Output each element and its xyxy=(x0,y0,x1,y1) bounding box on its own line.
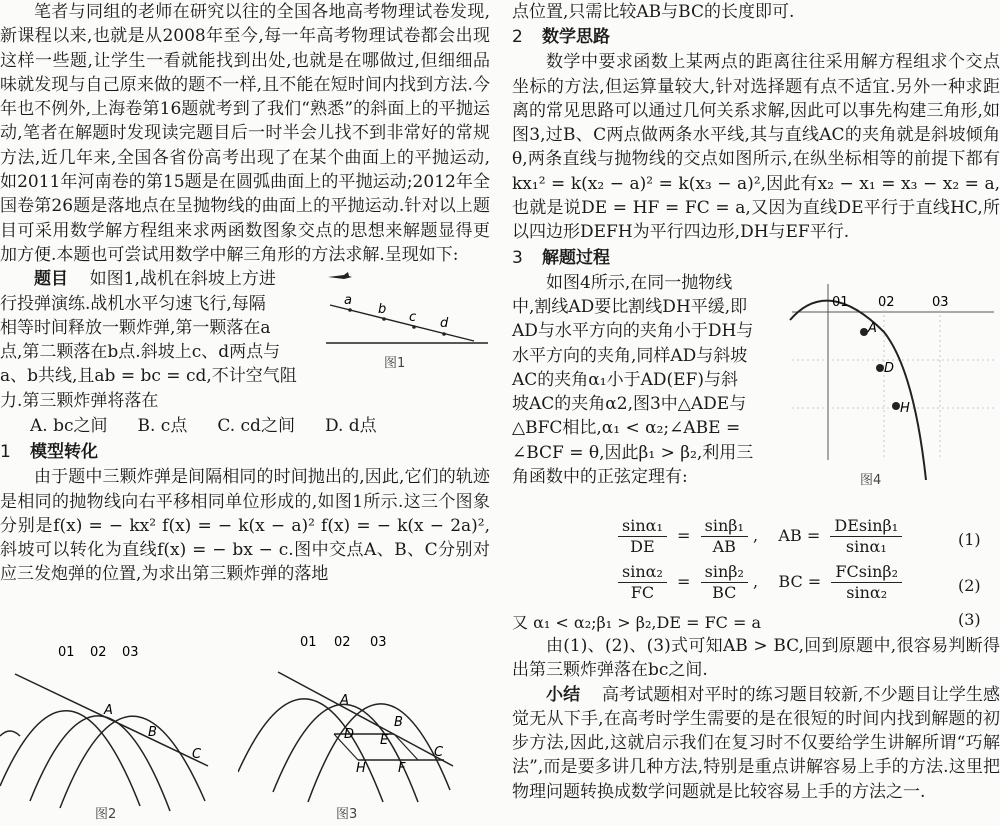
summary-title: 小结 xyxy=(546,684,581,705)
equation-2: $\frac{\text{sinα₂}}{FC}$ = $\frac{\text{sinβ₂}}{BC}$ , BC = $\frac{\text{FCsinβ₂}}{\text{sinα₂}}$ xyxy=(618,562,902,603)
left-column xyxy=(0,0,490,587)
section-3-heading: 3 解题过程 xyxy=(512,247,610,268)
figure-4-caption: 图4 xyxy=(860,473,882,488)
equation-3: 又 α₁ < α₂;β₁ > β₂,DE = FC = a xyxy=(512,613,762,632)
fig2-label-C: C xyxy=(192,747,202,762)
fig3-label-H: H xyxy=(356,761,366,776)
label-d: d xyxy=(440,316,449,332)
answer-choices xyxy=(0,413,490,439)
fig3-label-C: C xyxy=(434,745,444,760)
choice-c: C. cd之间 xyxy=(217,416,295,437)
right-column-bottom xyxy=(512,634,1000,804)
equation-3-tag: (3) xyxy=(958,610,981,629)
continuation-text: 点位置,只需比较AB与BC的长度即可. xyxy=(512,2,795,22)
fig2-label-B: B xyxy=(148,725,157,740)
equation-1: $\frac{\text{sinα₁}}{DE}$ = $\frac{\text{sinβ₁}}{AB}$ , AB = $\frac{\text{DEsinβ₁}}{\text{sinα₁}}$ xyxy=(618,516,902,557)
fig2-label-03: 03 xyxy=(122,645,139,660)
figure-3 xyxy=(238,632,468,826)
section-2-heading: 2 数学思路 xyxy=(512,27,610,48)
figure-3-caption: 图3 xyxy=(336,807,358,822)
fig4-label-A: A xyxy=(868,321,877,336)
fig4-label-D: D xyxy=(884,361,895,376)
fig4-label-01: 01 xyxy=(832,295,849,310)
section-1-heading: 1 模型转化 xyxy=(0,442,98,463)
problem-line-5: a、b共线,且ab = bc = cd,不计空气阻 xyxy=(0,366,297,387)
equation-1-tag: (1) xyxy=(958,530,981,549)
summary-paragraph xyxy=(512,683,1000,804)
problem-line-4: 点,第二颗落在b点.斜坡上c、d两点与 xyxy=(0,342,281,363)
problem-block xyxy=(0,267,490,413)
summary-text: 高考试题相对平时的练习题目较新,不少题目让学生感觉无从下手,在高考时学生需要的是在很短的时间内找到解题的初步方法,因此,这就启示我们在复习时不仅要给学生讲解所谓“巧解法”,而是要多讲几种方法,特别是重点讲解容易上手的方法.这里把物理问题转换成数学问题就是比较容易上手的方法之一. xyxy=(512,684,1000,802)
fig3-label-F: F xyxy=(398,761,406,776)
figure-1 xyxy=(322,271,490,381)
fig3-label-01: 01 xyxy=(300,635,317,650)
figure-2 xyxy=(0,636,225,826)
choice-b: B. c点 xyxy=(137,416,188,437)
problem-line-6: 力.第三颗炸弹将落在 xyxy=(0,390,159,411)
figure-1-caption: 图1 xyxy=(384,356,406,372)
fig3-label-D: D xyxy=(344,727,355,742)
figure-2-caption: 图2 xyxy=(95,807,117,822)
label-c: c xyxy=(409,310,417,326)
fig4-label-02: 02 xyxy=(878,295,895,310)
intro-paragraph: 笔者与同组的老师在研究以往的全国各地高考物理试卷发现,新课程以来,也就是从2008年至今,每一年高考物理试卷都会出现这样一些题,让学生一看就能找到出处,也就是在哪做过,但细细品味就发现与自己原来做的题不一样,且不能在短时间内找到方法.今年也不例外,上海卷第16题就考到了我们“熟悉”的斜面上的平抛运动,笔者在解题时发现读完题目后一时半会儿找不到非常好的常规方法,近几年来,全国各省份高考出现了在某个曲面上的平抛运动,如2011年河南卷的第15题是在圆弧曲面上的平抛运动;2012年全国卷第26题是落地点在呈抛物线的曲面上的平抛运动.针对以上题目可采用数学解方程组来求两函数图象交点的思想来解题显得更加方便.本题也可尝试用数学中解三角形的方法求解.呈现如下: xyxy=(0,2,490,265)
fig2-label-01: 01 xyxy=(58,645,75,660)
fig3-label-03: 03 xyxy=(370,635,387,650)
fig3-label-02: 02 xyxy=(334,635,351,650)
problem-line-2: 行投弹演练.战机水平匀速飞行,每隔 xyxy=(0,293,266,314)
figure-4 xyxy=(784,280,1000,490)
fig4-label-H: H xyxy=(900,401,910,416)
fig3-label-E: E xyxy=(380,733,389,748)
fig3-label-B: B xyxy=(394,715,403,730)
label-a: a xyxy=(344,293,352,309)
section-3-text: 如图4所示,在同一抛物线 中,割线AD要比割线DH平缓,即 AD与水平方向的夹角小于DH与 水平方向的夹角,同样AD与斜坡 AC的夹角α₁小于AD(EF)与斜 坡AC的夹角α2,图3中△ADE与 △BFC相比,α₁ < α₂;∠ABE = ∠BCF = θ,因此β₁ > β₂,利用三 角函数中的正弦定理有: xyxy=(512,272,754,488)
fig2-label-A: A xyxy=(104,703,113,718)
fighter-jet-icon xyxy=(328,272,352,279)
equation-2-tag: (2) xyxy=(958,576,981,595)
fig4-label-03: 03 xyxy=(932,295,949,310)
choice-a: A. bc之间 xyxy=(30,416,108,437)
problem-line-3: 相等时间释放一颗炸弹,第一颗落在a xyxy=(0,317,271,338)
section-1-text: 由于题中三颗炸弹是间隔相同的时间抛出的,因此,它们的轨迹是相同的抛物线向右平移相同单位形成的,如图1所示.这三个图象分别是f(x) = − kx² f(x) = − k(x − a)² f(x) = − k(x − 2a)²,斜坡可以转化为直线f(x) = − bx − c.图中交点A、B、C分别对应三发炮弹的位置,为求出第三颗炸弹的落地 xyxy=(0,467,490,585)
label-b: b xyxy=(378,302,387,318)
conclusion-text: 由(1)、(2)、(3)式可知AB > BC,回到原题中,很容易判断得出第三颗炸弹落在bc之间. xyxy=(512,636,1000,681)
choice-d: D. d点 xyxy=(324,416,377,437)
problem-title: 题目 xyxy=(34,269,68,290)
problem-line-1: 如图1,战机在斜坡上方进 xyxy=(89,269,276,290)
fig3-label-A: A xyxy=(340,693,349,708)
fig2-label-02: 02 xyxy=(90,645,107,660)
section-2-text: 数学中要求函数上某两点的距离往往采用解方程组求个交点坐标的方法,但运算量较大,针对选择题有点不适宜.另外一种求距离的常见思路可以通过几何关系求解,因此可以事先构建三角形,如图3,过B、C两点做两条水平线,其与直线AC的夹角就是斜坡倾角θ,两条直线与抛物线的交点如图所示,在纵坐标相等的前提下都有kx₁² = k(x₂ − a)² = k(x₃ − a)²,因此有x₂ − x₁ = x₃ − x₂ = a,也就是说DE = HF = FC = a,又因为直线DE平行于直线HC,所以四边形DEFH为平行四边形,DH与EF平行. xyxy=(512,52,1000,243)
